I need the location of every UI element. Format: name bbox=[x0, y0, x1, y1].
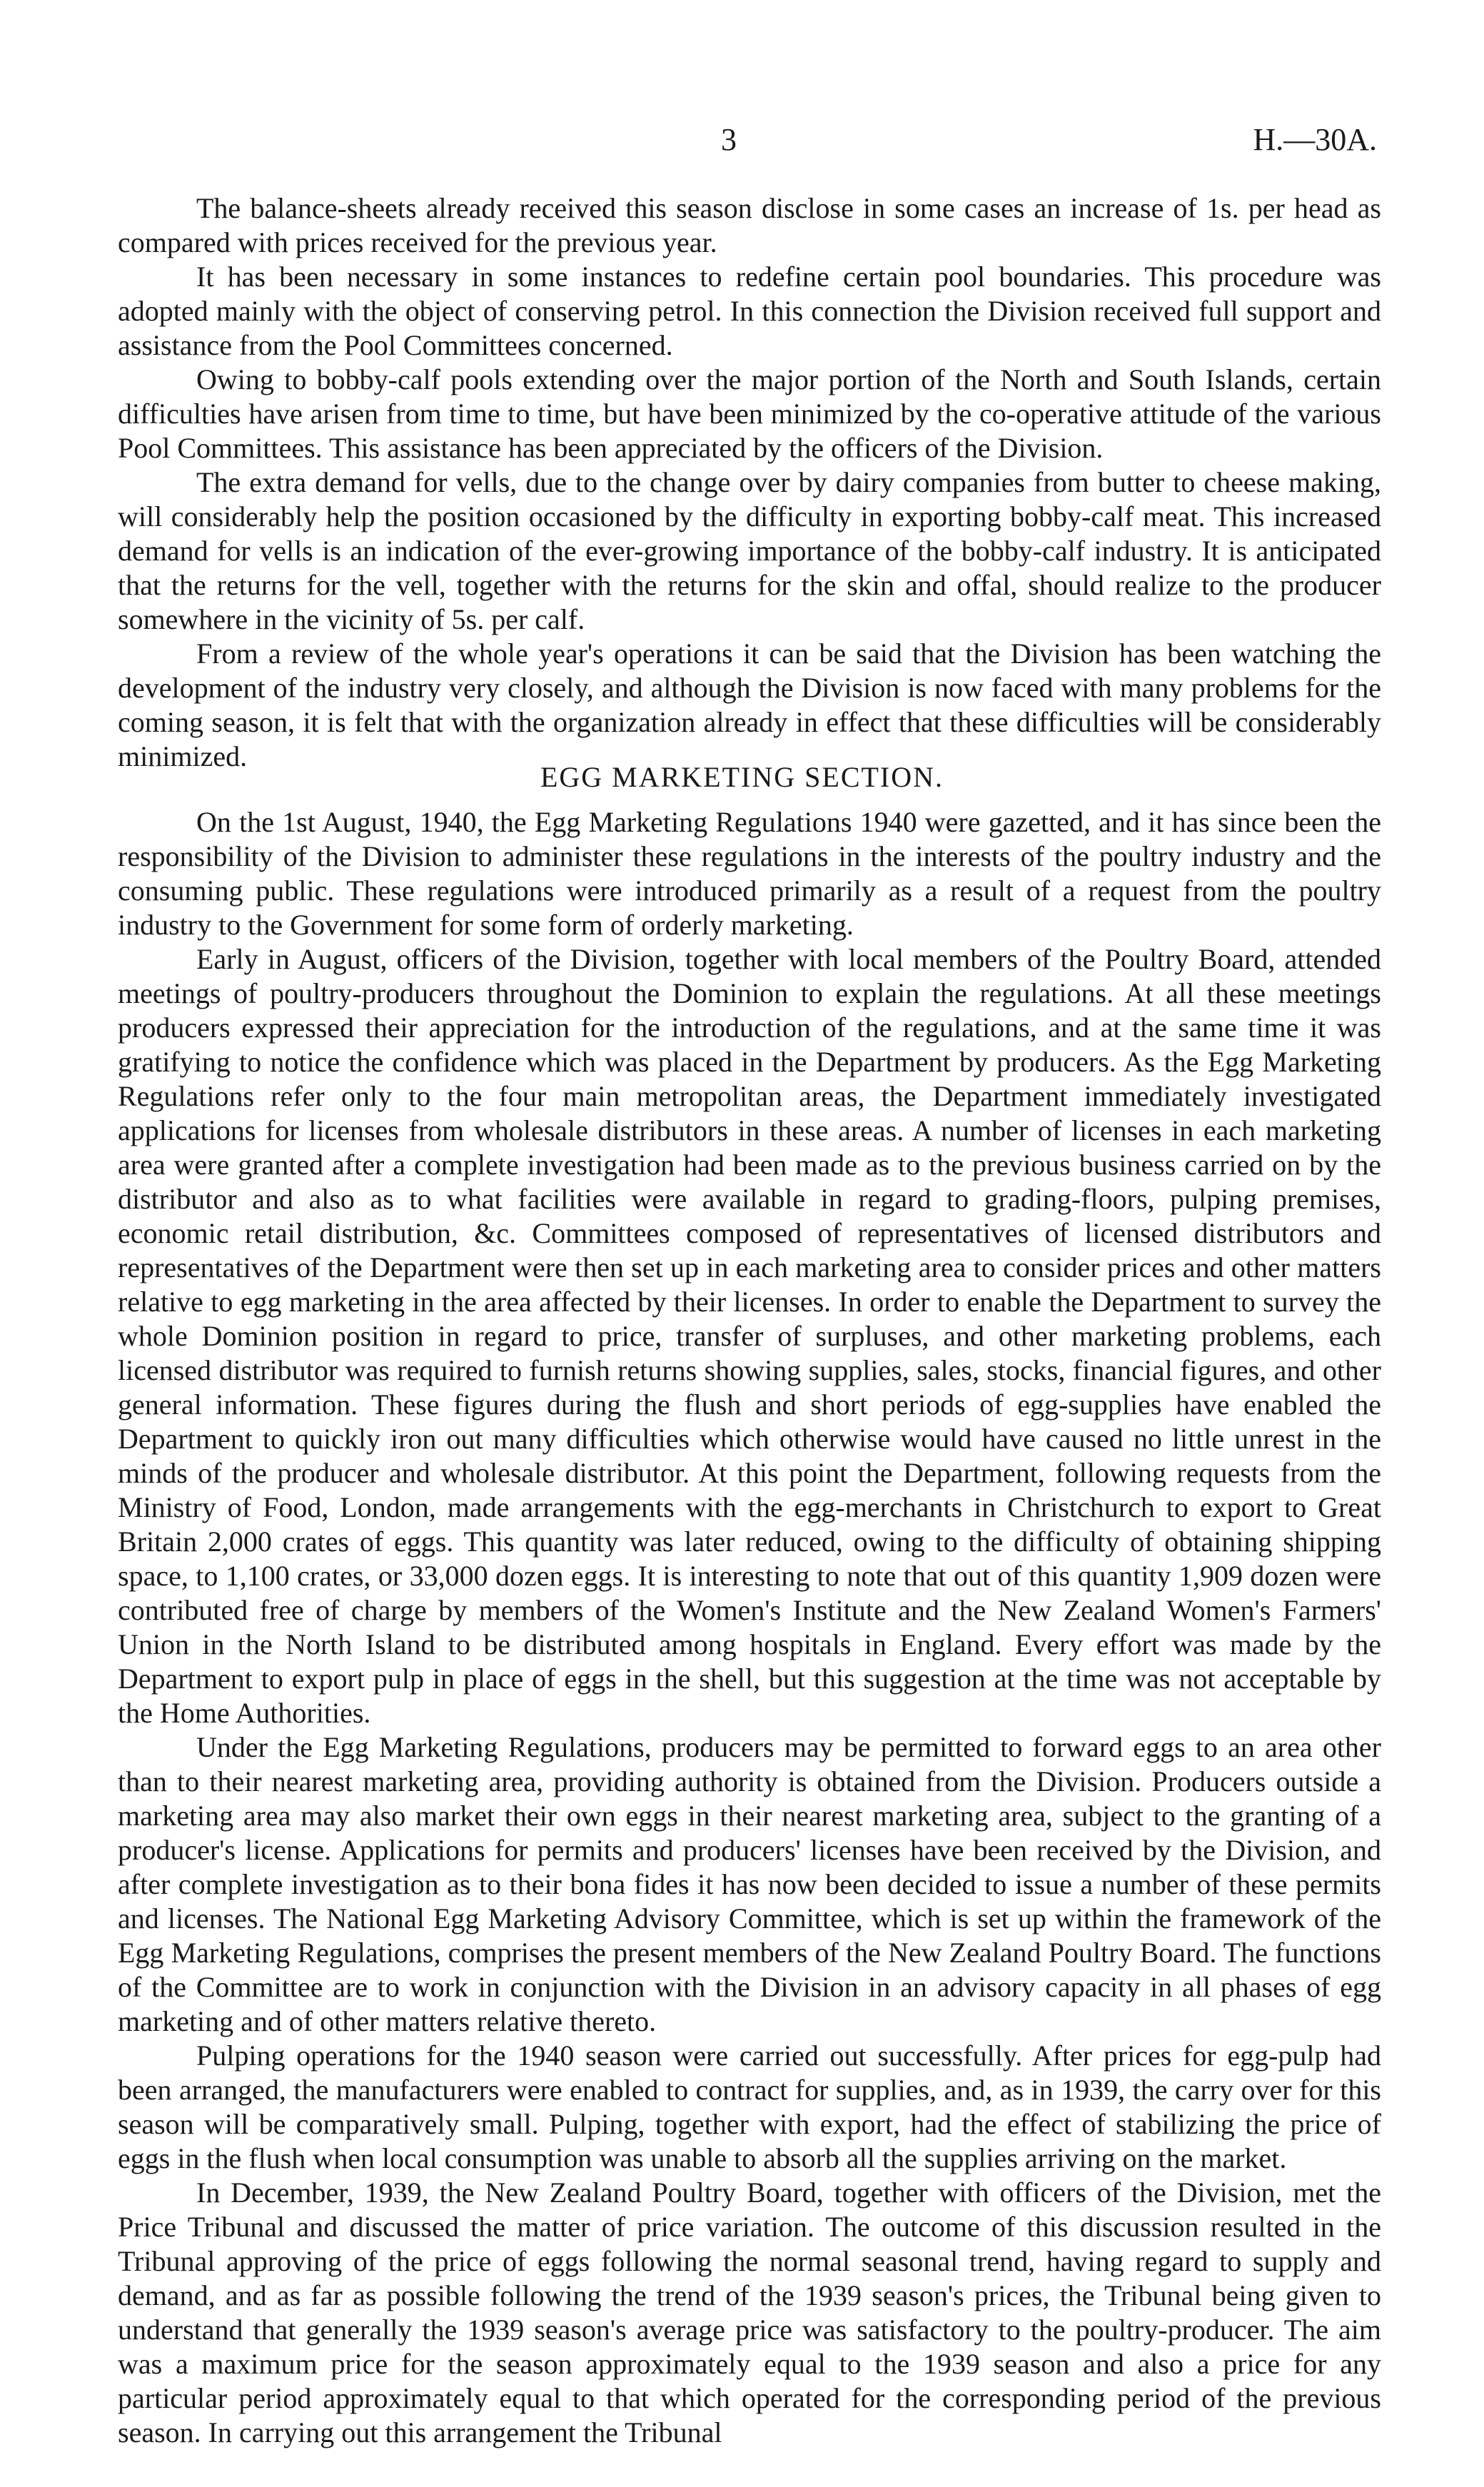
paragraph: Owing to bobby-calf pools extending over the major portion of the North and South Islands, certain difficulties have arisen from time to time, but have been minimized by the co-operative attitude of the various Pool Committees. This assistance has been appreciated by the officers of the Division. bbox=[118, 363, 1381, 464]
document-reference: H.—30A. bbox=[1253, 122, 1377, 157]
page-number: 3 bbox=[721, 122, 737, 157]
paragraph: From a review of the whole year's operations it can be said that the Division has been watching the development of the industry very closely, and although the Division is now faced with many problems for the coming season, it is felt that with the organization already in effect that these difficulties will be considerably minimized. bbox=[118, 637, 1381, 772]
section-egg-marketing bbox=[118, 805, 1381, 2450]
paragraph: Under the Egg Marketing Regulations, producers may be permitted to forward eggs to an area other than to their nearest marketing area, providing authority is obtained from the Division. Producers outside a marketing area may also market their own eggs in their nearest marketing area, subject to the granting of a producer's license. Applications for permits and producers' licenses have been received by the Division, and after complete investigation as to their bona fides it has now been decided to issue a number of these permits and licenses. The National Egg Marketing Advisory Committee, which is set up within the framework of the Egg Marketing Regulations, comprises the present members of the New Zealand Poultry Board. The functions of the Committee are to work in conjunction with the Division in an advisory capacity in all phases of egg marketing and of other matters relative thereto. bbox=[118, 1731, 1381, 2037]
paragraph: On the 1st August, 1940, the Egg Marketing Regulations 1940 were gazetted, and it has since been the responsibility of the Division to administer these regulations in the interests of the poultry industry and the consuming public. These regulations were introduced primarily as a result of a request from the poultry industry to the Government for some form of orderly marketing. bbox=[118, 806, 1381, 941]
paragraph: Early in August, officers of the Division, together with local members of the Poultry Board, attended meetings of poultry-producers throughout the Dominion to explain the regulations. At all these meetings producers expressed their appreciation for the introduction of the regulations, and at the same time it was gratifying to notice the confidence which was placed in the Department by producers. As the Egg Marketing Regulations refer only to the four main metropolitan areas, the Department immediately investigated applications for licenses from wholesale distributors in these areas. A number of licenses in each marketing area were granted after a complete investigation had been made as to the previous business carried on by the distributor and also as to what facilities were available in regard to grading-floors, pulping premises, economic retail distribution, &c. Committees composed of representatives of licensed distributors and representatives of the Department were then set up in each marketing area to consider prices and other matters relative to egg marketing in the area affected by their licenses. In order to enable the Department to survey the whole Dominion position in regard to price, transfer of surpluses, and other marketing problems, each licensed distributor was required to furnish returns showing supplies, sales, stocks, financial figures, and other general information. These figures during the flush and short periods of egg-supplies have enabled the Department to quickly iron out many difficulties which otherwise would have caused no little unrest in the minds of the producer and wholesale distributor. At this point the Department, following requests from the Ministry of Food, London, made arrangements with the egg-merchants in Christchurch to export to Great Britain 2,000 crates of eggs. This quantity was later reduced, owing to the difficulty of obtaining shipping space, to 1,100 crates, or 33,000 dozen eggs. It is interesting to note that out of this quantity 1,909 dozen were contributed free of charge by members of the Women's Institute and the New Zealand Women's Farmers' Union in the North Island to be distributed among hospitals in England. Every effort was made by the Department to export pulp in place of eggs in the shell, but this suggestion at the time was not acceptable by the Home Authorities. bbox=[118, 943, 1381, 1729]
paragraph: The extra demand for vells, due to the change over by dairy companies from butter to cheese making, will considerably help the position occasioned by the difficulty in exporting bobby-calf meat. This increased demand for vells is an indication of the ever-growing importance of the bobby-calf industry. It is anticipated that the returns for the vell, together with the returns for the skin and offal, should realize to the producer somewhere in the vicinity of 5s. per calf. bbox=[118, 466, 1381, 635]
paragraph: In December, 1939, the New Zealand Poultry Board, together with officers of the Division, met the Price Tribunal and discussed the matter of price variation. The outcome of this discussion resulted in the Tribunal approving of the price of eggs following the normal seasonal trend, having regard to supply and demand, and as far as possible following the trend of the 1939 season's prices, the Tribunal being given to understand that generally the 1939 season's average price was satisfactory to the poultry-producer. The aim was a maximum price for the season approximately equal to the 1939 season and also a price for any particular period approximately equal to that which operated for the corresponding period of the previous season. In carrying out this arrangement the Tribunal bbox=[118, 2176, 1381, 2448]
paragraph: Pulping operations for the 1940 season were carried out successfully. After prices for egg-pulp had been arranged, the manufacturers were enabled to contract for supplies, and, as in 1939, the carry over for this season will be comparatively small. Pulping, together with export, had the effect of stabilizing the price of eggs in the flush when local consumption was unable to absorb all the supplies arriving on the market. bbox=[118, 2039, 1381, 2174]
section-bobby-calf bbox=[118, 191, 1381, 774]
paragraph: It has been necessary in some instances to redefine certain pool boundaries. This procedure was adopted mainly with the object of conserving petrol. In this connection the Division received full support and assistance from the Pool Committees concerned. bbox=[118, 261, 1381, 361]
section-heading: EGG MARKETING SECTION. bbox=[540, 761, 944, 793]
paragraph: The balance-sheets already received this season disclose in some cases an increase of 1s. per head as compared with prices received for the previous year. bbox=[118, 192, 1381, 258]
